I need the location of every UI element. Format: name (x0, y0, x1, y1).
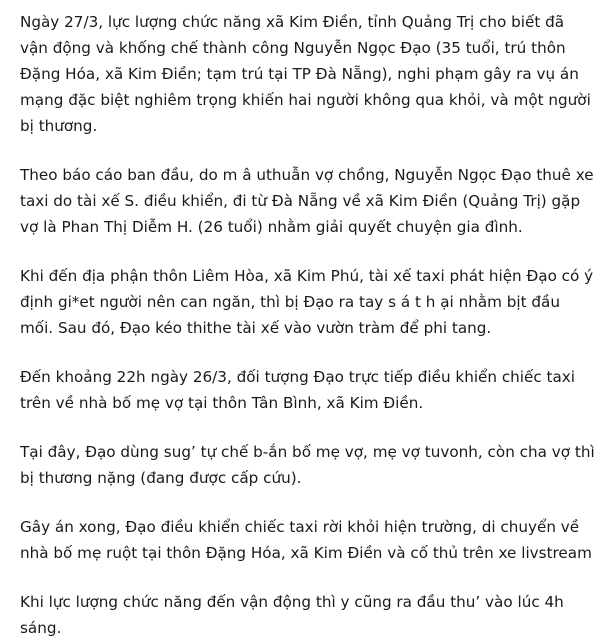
paragraph-1: Ngày 27/3, lực lượng chức năng xã Kim Điền, tỉnh Quảng Trị cho biết đã vận động và khống chế thành công Nguyễn Ngọc Đạo (35 tuổi, trú thôn Đặng Hóa, xã Kim Điền; tạm trú tại TP Đà Nẵng), nghi phạm gây ra vụ án mạng đặc biệt nghiêm trọng khiến hai người không qua khỏi, và một người bị thương. (20, 13, 591, 135)
paragraph-4: Đến khoảng 22h ngày 26/3, đối tượng Đạo trực tiếp điều khiển chiếc taxi trên về nhà bố mẹ vợ tại thôn Tân Bình, xã Kim Điền. (20, 368, 576, 412)
paragraph-3: Khi đến địa phận thôn Liêm Hòa, xã Kim Phú, tài xế taxi phát hiện Đạo có ý định gi*et người nên can ngăn, thì bị Đạo ra tay s á t h ại nhằm bịt đầu mối. Sau đó, Đạo kéo thithe tài xế vào vườn tràm để phi tang. (20, 267, 594, 337)
paragraph-5: Tại đây, Đạo dùng sug’ tự chế b-ắn bố mẹ vợ, mẹ vợ tuvonh, còn cha vợ thì bị thương nặng (đang được cấp cứu). (20, 443, 595, 487)
paragraph-2: Theo báo cáo ban đầu, do m â uthuẫn vợ chồng, Nguyễn Ngọc Đạo thuê xe taxi do tài xế S. điều khiển, đi từ Đà Nẵng về xã Kim Điền (Quảng Trị) gặp vợ là Phan Thị Diễm H. (26 tuổi) nhằm giải quyết chuyện gia đình. (20, 166, 594, 236)
paragraph-6: Gây án xong, Đạo điều khiển chiếc taxi rời khỏi hiện trường, di chuyển về nhà bố mẹ ruột tại thôn Đặng Hóa, xã Kim Điền và cố thủ trên xe livstream (20, 518, 592, 562)
paragraph-7: Khi lực lượng chức năng đến vận động thì y cũng ra đầu thu’ vào lúc 4h sáng. (20, 593, 564, 637)
